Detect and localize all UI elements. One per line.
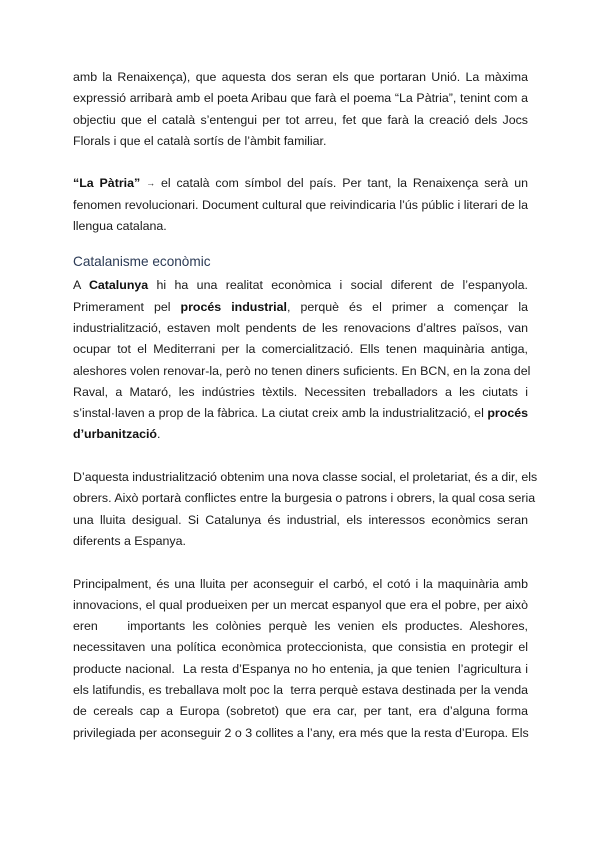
- paragraph-renaixenca: [73, 67, 528, 152]
- text-line: diferents a Espanya.: [73, 533, 186, 548]
- document-page: [73, 67, 538, 744]
- text-line: [73, 173, 528, 194]
- text-line: ocupar tot el Mediterrani per la comercialització. Ells tenen maquinària antiga,: [73, 342, 528, 357]
- text-line: amb la Renaixença), que aquesta dos seran els que portaran Unió. La màxima: [73, 70, 528, 84]
- text-line: D’aquesta industrialització obtenim una nova classe social, el proletariat, és a dir, els: [73, 470, 538, 485]
- text-span: s’instal·laven a prop de la fàbrica. La ciutat creix amb la industrialització, el: [73, 406, 488, 421]
- text-line: obrers. Això portarà conflictes entre la burgesia o patrons i obrers, la qual cosa seria: [73, 491, 536, 506]
- text-line: [73, 297, 528, 318]
- text-line: industrialització, estaven molt pendents de les renovacions d’altres països, van: [73, 320, 528, 335]
- text-line: Principalment, és una lluita per aconseguir el carbó, el cotó i la maquinària amb: [73, 576, 528, 591]
- text-span: hi ha una realitat econòmica i social diferent de l’espanyola.: [148, 278, 528, 293]
- paragraph-catalunya: [73, 275, 531, 445]
- text-line: necessitaven una política econòmica proteccionista, que consistia en protegir el: [73, 640, 528, 655]
- text-line: llengua catalana.: [73, 219, 167, 234]
- bold-term: Catalunya: [88, 278, 149, 293]
- section-heading: Catalanisme econòmic: [73, 254, 211, 270]
- text-line: innovacions, el qual produeixen per un mercat espanyol que era el pobre, per això: [73, 597, 528, 612]
- paragraph-la-patria: [73, 173, 528, 237]
- text-line: una lluita desigual. Si Catalunya és industrial, els interessos econòmics seran: [73, 512, 528, 527]
- text-line: [73, 424, 528, 445]
- text-span: .: [157, 427, 161, 442]
- text-line: aleshores volen renovar-la, però no tenen diners suficients. En BCN, en la zona del: [73, 363, 531, 378]
- bold-term: procés: [487, 406, 528, 421]
- text-line: fenomen revolucionari. Document cultural que reivindicaria l’ús públic i literari de la: [73, 197, 528, 212]
- text-line: els latifundis, es treballava molt poc la terra perquè estava destinada per la venda: [73, 683, 528, 698]
- text-line: expressió arribarà amb el poeta Aribau que farà el poema “La Pàtria”, tenint com a: [73, 91, 528, 106]
- text-span: Primerament pel: [73, 299, 181, 314]
- text-line: de cereals cap a Europa (sobretot) que era car, per tant, era d’alguna forma: [73, 704, 528, 719]
- text-line: objectiu que el català s’entengui per tot arreu, fet que farà la creació dels Jocs: [73, 112, 528, 127]
- paragraph-proteccionisme: [73, 574, 528, 744]
- text-span: el català com símbol del país. Per tant, la Renaixença serà un: [155, 176, 528, 191]
- text-line: producte nacional. La resta d’Espanya no ho entenia, ja que tenien l’agricultura i: [73, 661, 528, 676]
- text-span: A: [73, 278, 89, 293]
- text-line: Florals i que el català sortís de l’àmbit familiar.: [73, 133, 327, 148]
- bold-term: “La Pàtria”: [73, 176, 141, 191]
- text-line: [73, 403, 528, 424]
- text-line: eren importants les colònies perquè les venien els productes. Aleshores,: [73, 619, 528, 634]
- bold-term: procés industrial: [180, 299, 287, 314]
- text-span: , perquè és el primer a començar la: [286, 299, 529, 314]
- text-line: privilegiada per aconseguir 2 o 3 collites a l’any, era més que la resta d’Europa. Els: [73, 725, 529, 740]
- bold-term: d’urbanització: [73, 427, 157, 442]
- text-line: Raval, a Mataró, les indústries tèxtils. Necessiten treballadors a les ciutats i: [73, 384, 528, 399]
- text-line: [73, 275, 528, 296]
- arrow-icon: →: [146, 178, 156, 189]
- paragraph-proletariat: [73, 467, 538, 552]
